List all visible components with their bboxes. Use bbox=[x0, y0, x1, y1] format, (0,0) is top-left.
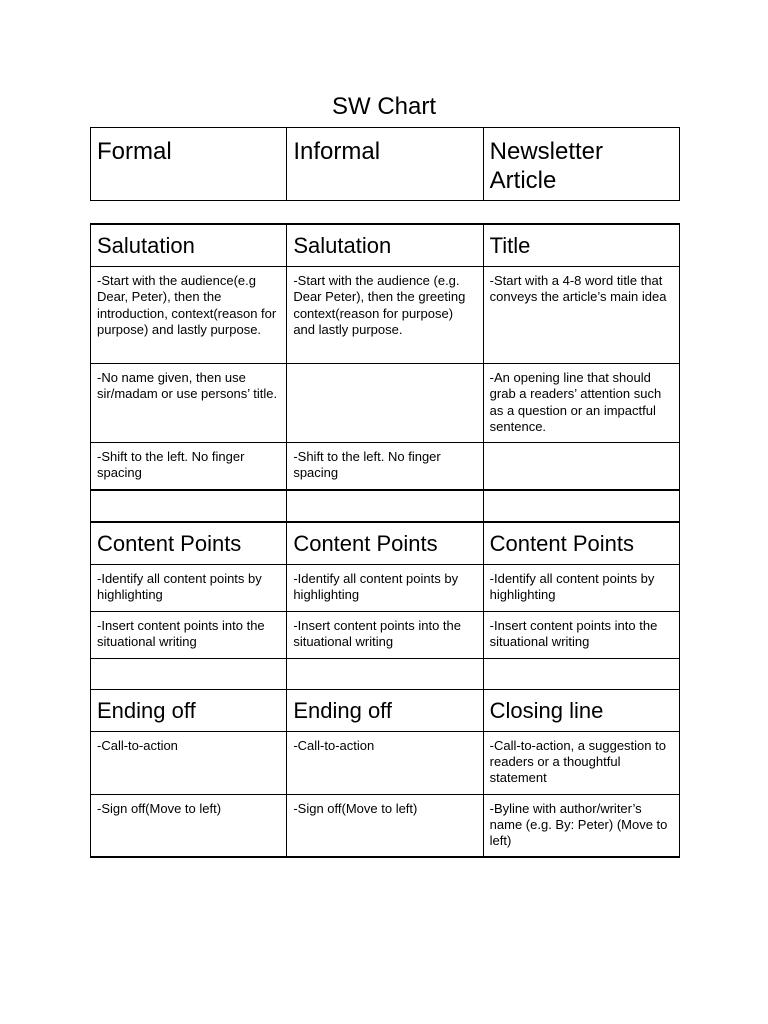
section-heading-cell: Ending off bbox=[91, 689, 287, 731]
spacer-row bbox=[91, 490, 680, 522]
empty-cell bbox=[287, 490, 483, 522]
section-heading-cell: Closing line bbox=[483, 689, 679, 731]
sw-chart-table bbox=[90, 223, 680, 858]
table-cell: -Call-to-action bbox=[91, 731, 287, 794]
table-cell: -An opening line that should grab a readers’ attention such as a question or an impactful sentence. bbox=[483, 364, 679, 443]
table-row bbox=[91, 364, 680, 443]
section-heading-cell: Salutation bbox=[91, 224, 287, 267]
spacer-row bbox=[91, 658, 680, 689]
table-cell bbox=[287, 364, 483, 443]
section-heading-row bbox=[91, 224, 680, 267]
section-heading-cell: Salutation bbox=[287, 224, 483, 267]
table-cell: -Call-to-action bbox=[287, 731, 483, 794]
table-cell bbox=[483, 443, 679, 490]
table-row bbox=[91, 611, 680, 658]
table-cell: -Identify all content points by highlighting bbox=[91, 564, 287, 611]
table-row bbox=[91, 443, 680, 490]
table-cell: -Sign off(Move to left) bbox=[91, 794, 287, 857]
table-cell: -Insert content points into the situational writing bbox=[483, 611, 679, 658]
section-heading-row bbox=[91, 522, 680, 565]
section-heading-cell: Content Points bbox=[483, 522, 679, 565]
table-cell: -Start with the audience(e.g Dear, Peter), then the introduction, context(reason for purpose) and lastly purpose. bbox=[91, 267, 287, 364]
empty-cell bbox=[287, 658, 483, 689]
column-header-newsletter-article: Newsletter Article bbox=[483, 128, 679, 201]
table-cell: -Start with the audience (e.g. Dear Peter), then the greeting context(reason for purpose) and lastly purpose. bbox=[287, 267, 483, 364]
table-cell: -Start with a 4-8 word title that conveys the article’s main idea bbox=[483, 267, 679, 364]
table-row bbox=[91, 794, 680, 857]
table-cell: -Shift to the left. No finger spacing bbox=[287, 443, 483, 490]
column-header-row bbox=[91, 128, 680, 201]
column-header-informal: Informal bbox=[287, 128, 483, 201]
column-header-table bbox=[90, 127, 680, 201]
table-cell: -Byline with author/writer’s name (e.g. By: Peter) (Move to left) bbox=[483, 794, 679, 857]
empty-cell bbox=[91, 490, 287, 522]
table-cell: -Identify all content points by highlighting bbox=[483, 564, 679, 611]
table-cell: -Insert content points into the situational writing bbox=[287, 611, 483, 658]
empty-cell bbox=[483, 490, 679, 522]
chart-title: SW Chart bbox=[331, 93, 436, 120]
table-cell: -No name given, then use sir/madam or use persons’ title. bbox=[91, 364, 287, 443]
section-heading-cell: Content Points bbox=[91, 522, 287, 565]
table-cell: -Call-to-action, a suggestion to readers or a thoughtful statement bbox=[483, 731, 679, 794]
table-row bbox=[91, 267, 680, 364]
table-cell: -Insert content points into the situational writing bbox=[91, 611, 287, 658]
table-cell: -Sign off(Move to left) bbox=[287, 794, 483, 857]
table-cell: -Shift to the left. No finger spacing bbox=[91, 443, 287, 490]
section-heading-cell: Ending off bbox=[287, 689, 483, 731]
table-cell: -Identify all content points by highlighting bbox=[287, 564, 483, 611]
section-heading-row bbox=[91, 689, 680, 731]
section-heading-cell: Title bbox=[483, 224, 679, 267]
table-row bbox=[91, 564, 680, 611]
column-header-formal: Formal bbox=[91, 128, 287, 201]
section-heading-cell: Content Points bbox=[287, 522, 483, 565]
empty-cell bbox=[483, 658, 679, 689]
table-row bbox=[91, 731, 680, 794]
empty-cell bbox=[91, 658, 287, 689]
